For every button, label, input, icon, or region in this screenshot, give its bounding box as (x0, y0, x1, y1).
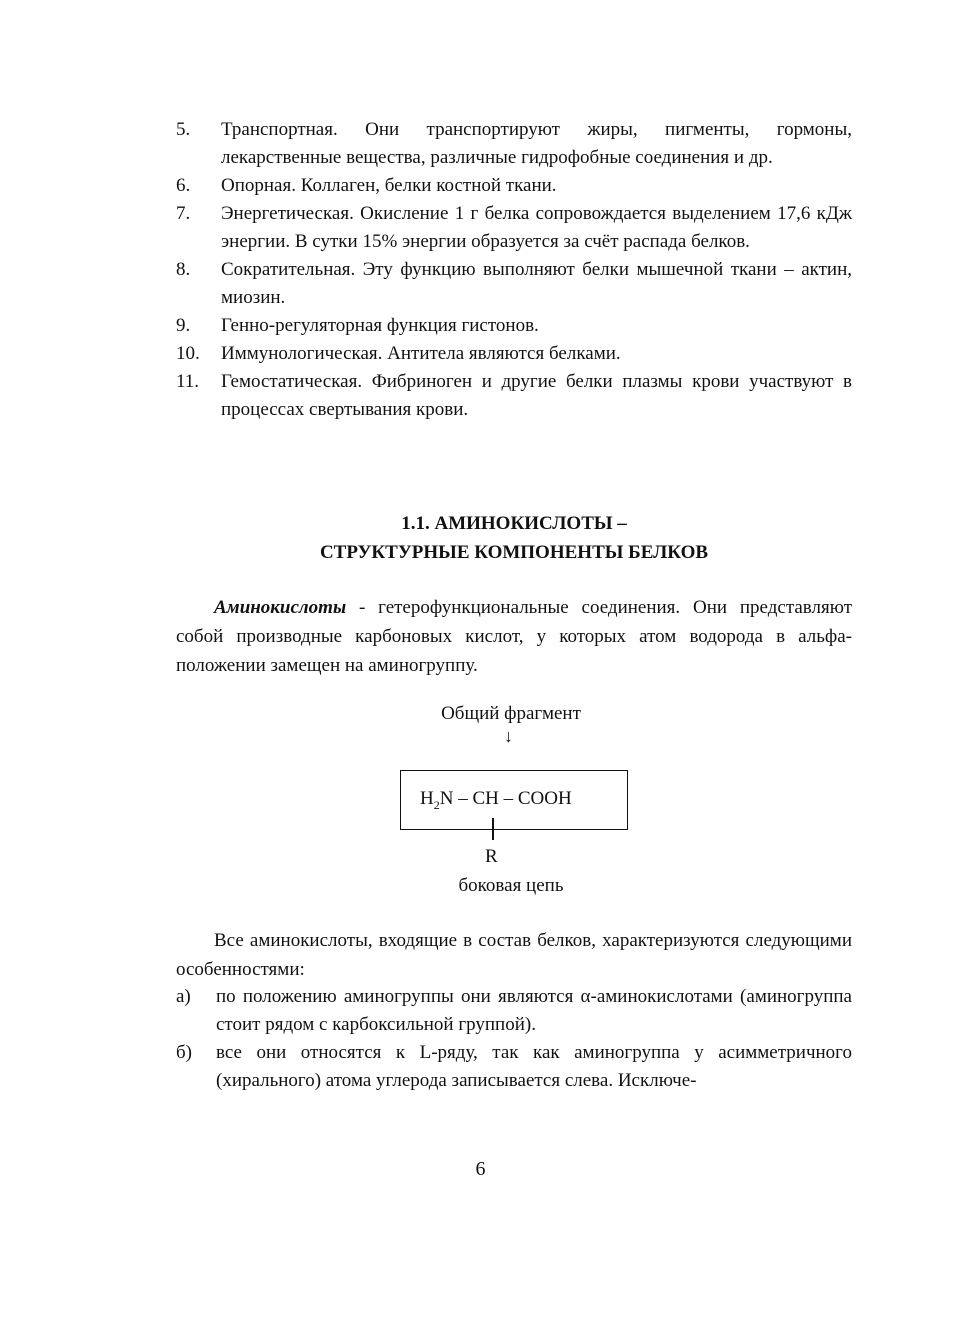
list-item (176, 340, 852, 368)
section-heading-line-1: 1.1. АМИНОКИСЛОТЫ – (401, 513, 627, 534)
amino-acid-formula (420, 788, 572, 813)
list-item-text: Сократительная. Эту функцию выполняют белки мышечной ткани – актин, миозин. (221, 259, 852, 308)
list-item-text: Генно-регуляторная функция гистонов. (221, 315, 539, 336)
r-group-label: R (485, 846, 498, 867)
list-item-letter: а) (176, 986, 191, 1007)
list-item-text: Транспортная. Они транспортируют жиры, пигменты, гормоны, лекарственные вещества, различные гидрофобные соединения и др. (221, 119, 852, 168)
amino-acid-fragment-diagram (380, 703, 660, 903)
fragment-label: Общий фрагмент (441, 703, 581, 724)
section-heading (176, 509, 852, 567)
list-item-text: Гемостатическая. Фибриноген и другие белки плазмы крови участвуют в процессах свертывания крови. (221, 371, 852, 420)
list-item (176, 368, 852, 424)
list-item-text: все они относятся к L-ряду, так как аминогруппа у асимметричного (хирального) атома углерода записывается слева. Исключе- (216, 1042, 852, 1091)
formula-subscript: 2 (433, 797, 440, 812)
list-item (176, 312, 852, 340)
arrow-down-icon: ↓ (504, 726, 513, 746)
side-chain-label: боковая цепь (458, 875, 564, 896)
features-list (176, 983, 852, 1095)
list-item-number: 10. (176, 343, 200, 364)
list-item (176, 116, 852, 172)
intro-paragraph (176, 593, 852, 680)
bond-line (492, 818, 494, 840)
list-item-number: 5. (176, 119, 191, 140)
list-item-text: по положению аминогруппы они являются α-аминокислотами (аминогруппа стоит рядом с карбоксильной группой). (216, 986, 852, 1035)
list-item-number: 9. (176, 315, 191, 336)
list-item-text: Энергетическая. Окисление 1 г белка сопровождается выделением 17,6 кДж энергии. В сутки 15% энергии образуется за счёт распада белков. (221, 203, 852, 252)
page-number: 6 (475, 1158, 486, 1180)
list-item (176, 1039, 852, 1095)
list-item (176, 256, 852, 312)
protein-functions-list (176, 116, 852, 424)
list-item-letter: б) (176, 1042, 192, 1063)
list-item (176, 172, 852, 200)
list-item-number: 6. (176, 175, 191, 196)
formula-hydrogen: H (420, 788, 434, 809)
list-item (176, 200, 852, 256)
list-item-text: Иммунологическая. Антитела являются белками. (221, 343, 621, 364)
list-item-number: 11. (176, 371, 200, 392)
features-intro-paragraph: Все аминокислоты, входящие в состав белков, характеризуются следующими особенностями: (176, 930, 852, 980)
list-item-number: 7. (176, 203, 191, 224)
section-heading-line-2: СТРУКТУРНЫЕ КОМПОНЕНТЫ БЕЛКОВ (319, 542, 709, 563)
list-item (176, 983, 852, 1039)
intro-text: - гетерофункциональные соединения. Они представляют собой производные карбоновых кислот, у которых атом водорода в альфа-положении замещен на аминогруппу. (176, 597, 852, 676)
formula-rest: N – CH – COOH (439, 788, 572, 809)
defined-term: Аминокислоты (214, 597, 347, 618)
list-item-number: 8. (176, 259, 191, 280)
list-item-text: Опорная. Коллаген, белки костной ткани. (221, 175, 557, 196)
